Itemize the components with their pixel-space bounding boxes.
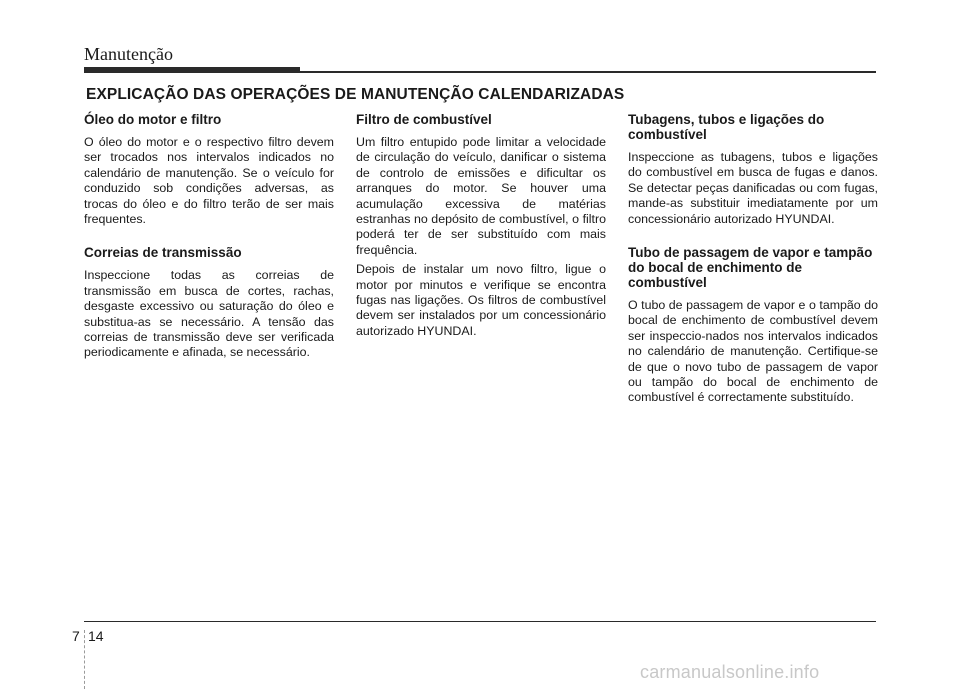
text-column-3 <box>628 112 878 410</box>
header-rule-thick <box>84 67 300 73</box>
subheading-correias: Correias de transmissão <box>84 245 242 261</box>
subheading-tubo-vapor: Tubo de passagem de vapor e tampão do bocal de enchimento de combustível <box>628 245 873 291</box>
page-number: 14 <box>88 628 104 644</box>
footer-rule <box>84 621 876 622</box>
subheading-tubagens: Tubagens, tubos e ligações do combustível <box>628 112 825 142</box>
text-column-1 <box>84 112 334 365</box>
paragraph-tubo-vapor: O tubo de passagem de vapor e o tampão do bocal de enchimento de combustível devem ser inspeccio-nados nos intervalos indicados no calendário de manutenção. Certifique-se de que o novo tubo de passagem de vapor ou tampão do bocal de enchimento de combustível é correctamente substituído. <box>628 298 878 405</box>
paragraph-correias: Inspeccione todas as correias de transmissão em busca de cortes, rachas, desgaste excessivo ou saturação do óleo e substitua-as se necessário. A tensão das correias de transmissão deve ser verificada periodicamente e afinada, se necessário. <box>84 268 334 360</box>
footer-dashed-guide <box>84 630 85 689</box>
section-heading: EXPLICAÇÃO DAS OPERAÇÕES DE MANUTENÇÃO CALENDARIZADAS <box>86 86 625 103</box>
paragraph-oleo-motor: O óleo do motor e o respectivo filtro devem ser trocados nos intervalos indicados no calendário de manutenção. Se o veículo for conduzido sob condições adversas, as trocas do óleo e do filtro terão de ser mais frequentes. <box>84 135 334 227</box>
running-header: Manutenção <box>84 44 173 64</box>
paragraph-filtro-combustivel-1: Um filtro entupido pode limitar a velocidade de circulação do veículo, danificar o sistema de controlo de emissões e dificultar os arranques do motor. Se houver uma acumulação excessiva de matérias estranhas no depósito de combustível, o filtro poderá ter de ser substituído com mais frequência. <box>356 135 606 257</box>
subheading-filtro-combustivel: Filtro de combustível <box>356 112 492 127</box>
text-column-2 <box>356 112 606 343</box>
paragraph-filtro-combustivel-2: Depois de instalar um novo filtro, ligue o motor por minutos e verifique se encontra fugas nas ligações. Os filtros de combustível devem ser instalados por um concessionário autorizado HYUNDAI. <box>356 262 606 338</box>
watermark: carmanualsonline.info <box>640 662 820 682</box>
header-rule-thin <box>300 71 876 73</box>
paragraph-tubagens: Inspeccione as tubagens, tubos e ligações do combustível em busca de fugas e danos. Se detectar peças danificadas ou com fugas, mande-as substituir imediatamente por um concessionário autorizado HYUNDAI. <box>628 150 878 226</box>
subheading-oleo-motor: Óleo do motor e filtro <box>84 112 222 127</box>
page-chapter-number: 7 <box>72 628 80 644</box>
